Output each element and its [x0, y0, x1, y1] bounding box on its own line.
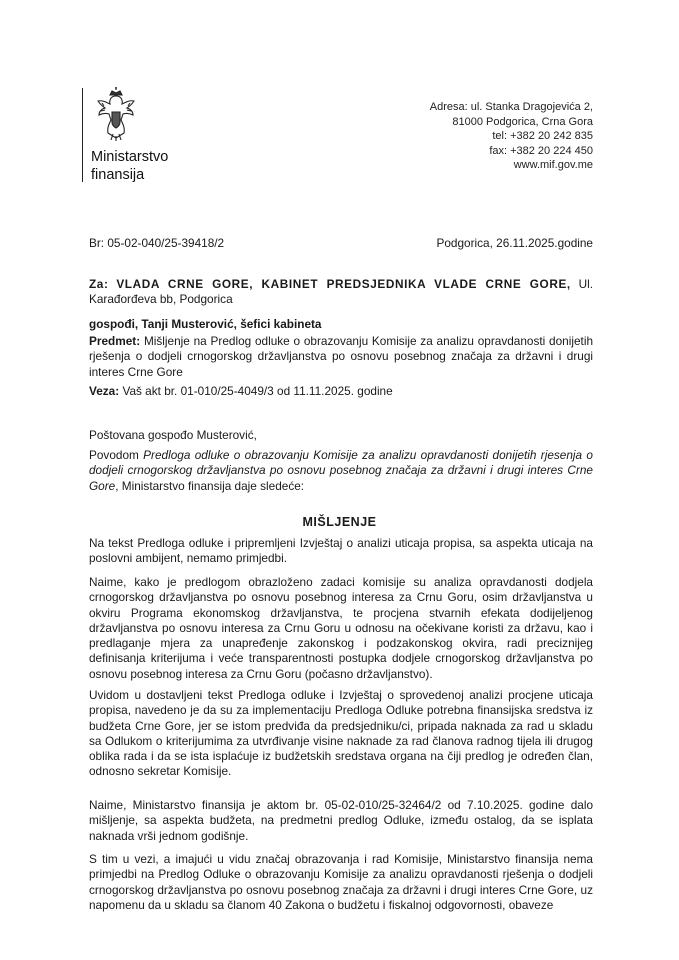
- address-street: Adresa: ul. Stanka Dragojevića 2,: [429, 101, 593, 113]
- intro-start: Povodom: [89, 448, 139, 462]
- address-city: 81000 Podgorica, Crna Gora: [452, 115, 593, 128]
- intro-end: , Ministarstvo finansija daje sledeće:: [115, 478, 305, 493]
- body-paragraph-5: S tim u vezi, a imajući u vidu značaj obrazovanja i rad Komisije, Ministarstvo finansija nema primjedbi na Predlog Odluke o obrazovanju Komisije za analizu opravdanosti rješenja o dodjeli crnogorskog državljanstva po osnovu posebnog značaja za državni i drugi interes Crne Gore, uz napomenu da u skladu sa članom 40 Zakona o budžetu i fiskalnoj odgovornosti, obaveze: [89, 852, 593, 912]
- recipient-block: [89, 277, 593, 308]
- body-paragraph-4: Naime, Ministarstvo finansija je aktom br. 05-02-010/25-32464/2 od 7.10.2025. godine dalo mišljenje, sa aspekta budžeta, na predmetni predlog Odluke, između ostalog, da se isplata naknada vrši jednom godišnje.: [89, 798, 593, 843]
- reference-number: Br: 05-02-040/25-39418/2: [89, 236, 225, 250]
- addressee-line: gospođi, Tanji Musterović, šefici kabineta: [89, 317, 322, 331]
- ministry-logo-block: [82, 86, 232, 186]
- subject-label: Predmet:: [89, 334, 141, 348]
- reference-link-block: [89, 384, 393, 399]
- contact-address-block: [353, 100, 593, 173]
- body-paragraph-1: Na tekst Predloga odluke i pripremljeni Izvještaj o analizi uticaja propisa, sa aspekta uticaja na poslovni ambijent, nemamo primjedbi.: [89, 536, 593, 566]
- subject-block: [89, 334, 593, 380]
- address-fax: fax: +382 20 224 450: [489, 144, 593, 157]
- body-paragraph-3: Uvidom u dostavljeni tekst Predloga odluke i Izvještaj o sprovedenoj analizi procjene uticaja propisa, navedeno je da su za implementaciju Predloga Odluke potrebna finansijska sredstva iz budžeta Crne Gore, jer se istom predviđa da predsjedniku/ci, pripada naknada za rad u skladu sa Odlukom o kriterijumima za utvrđivanje visine naknade za rad članova radnog tijela ili drugog oblika rada i da se ista isplaćuje iz budžetskih sredstava organa na čiji predlog je određen član, odnosno sekretar Komisije.: [89, 688, 593, 779]
- recipient-street: Karađorđeva bb, Podgorica: [89, 292, 233, 307]
- ministry-name-line1: Ministarstvo: [91, 149, 169, 165]
- subject-text: Mišljenje na Predlog odluke o obrazovanju Komisije za analizu opravdanosti donijetih rješenja o dodjeli crnogorskog državljanstva po osnovu posebnog značaja za državni i drugi interes Crne Gore: [89, 334, 593, 379]
- recipient-name: VLADA CRNE GORE, KABINET PREDSJEDNIKA VLADE CRNE GORE,: [116, 277, 571, 291]
- address-phone: tel: +382 20 242 835: [492, 130, 593, 143]
- coat-of-arms-icon: [94, 86, 138, 142]
- ministry-name-line2: finansija: [91, 167, 145, 183]
- greeting: Poštovana gospođo Musterović,: [89, 428, 257, 442]
- body-paragraph-2: Naime, kako je predlogom obrazloženo zadaci komisije su analiza opravdanosti dodjela crnogorskog državljanstva po osnovu posebnog interesa za Crnu Goru, osim državljanstva u okviru Programa ekonomskog državljanstva, te procjena stvarnih efekata dodijeljenog državljanstva po osnovu interesa za Crnu Goru u odnosu na očekivane koristi za državu, kao i predlaganje mjera za unapređenje zakonskog i podzakonskog okvira, radi preciznijeg definisanja kriterijuma i veće transparentnosti postupka dodjele crnogorskog državljanstva po osnovu posebnog interesa za Crnu Goru (počasno državljanstvo).: [89, 575, 593, 681]
- intro-italic-title: Predloga odluke o obrazovanju Komisije za analizu opravdanosti donijetih rjesenja o dodjeli crnogorskog državljanstva po osnovu posebnog značaja za državni i drugi interes Crne Gore: [89, 448, 593, 493]
- address-website: www.mif.gov.me: [513, 159, 593, 172]
- intro-paragraph: [89, 448, 593, 494]
- recipient-street-prefix: Ul.: [578, 277, 594, 291]
- opinion-heading: MIŠLJENJE: [302, 515, 377, 529]
- logo-divider: [82, 88, 83, 182]
- letter-date: Podgorica, 26.11.2025.godine: [436, 236, 593, 250]
- link-label: Veza:: [89, 384, 120, 398]
- recipient-label: Za:: [89, 277, 109, 291]
- link-text: Vaš akt br. 01-010/25-4049/3 od 11.11.2025. godine: [122, 384, 393, 398]
